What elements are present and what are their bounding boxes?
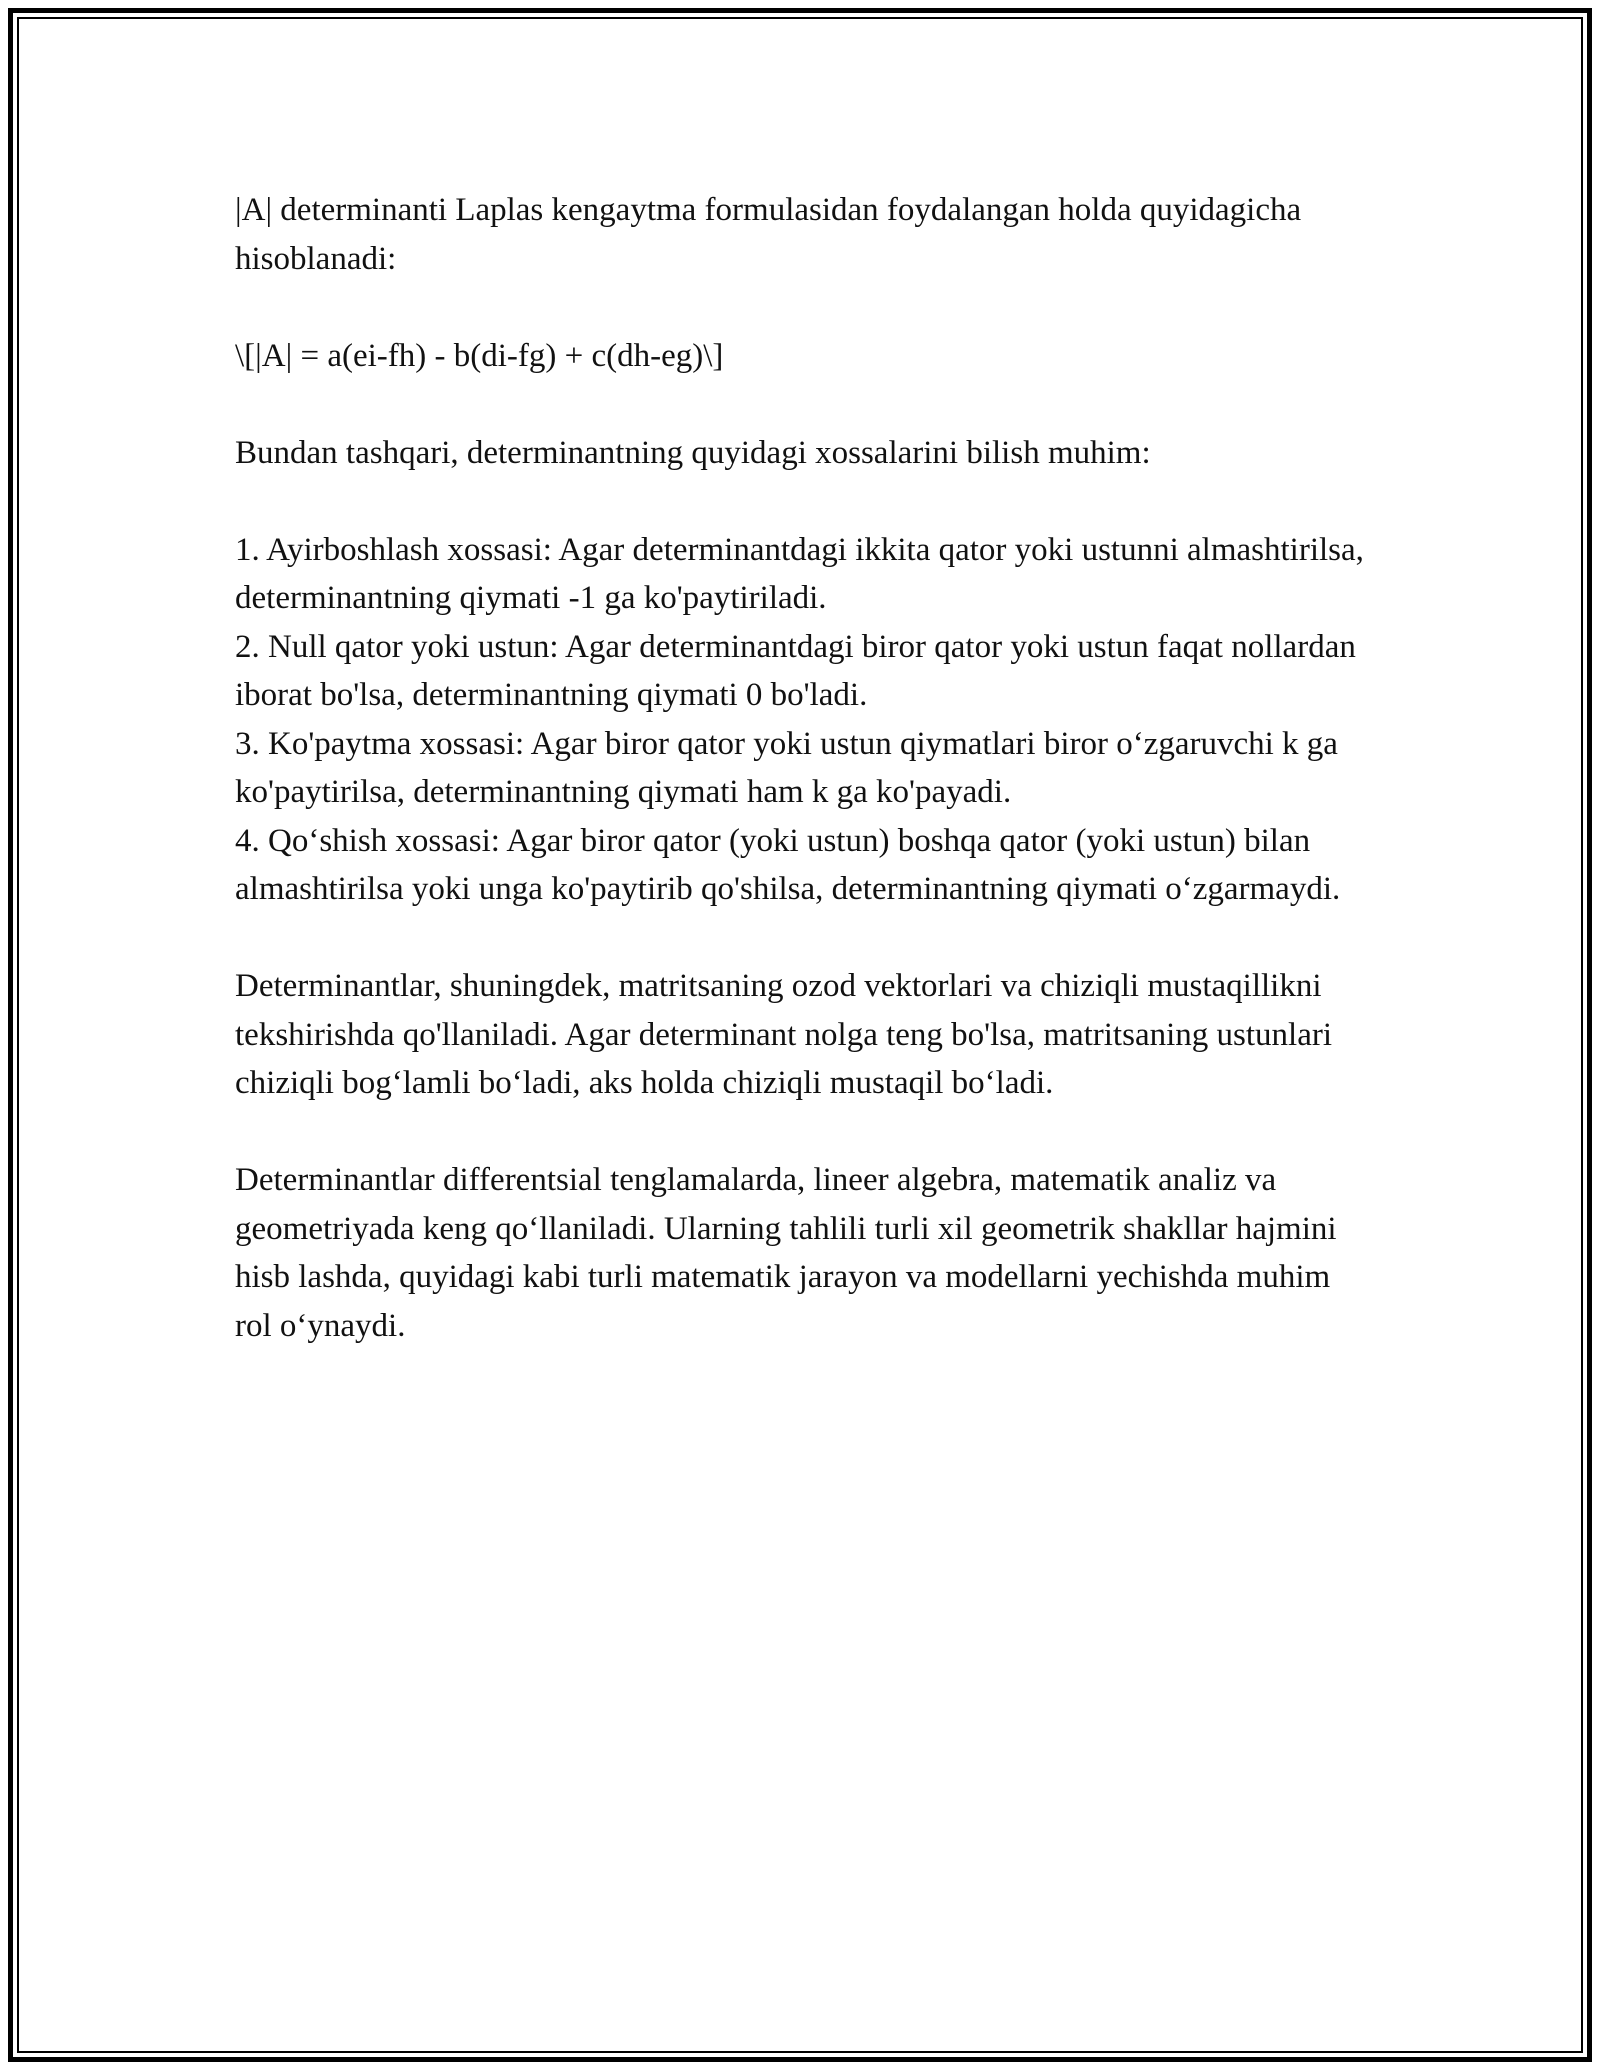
properties-list: [235, 526, 1375, 914]
properties-intro: Bundan tashqari, determinantning quyidagi xossalarini bilish muhim:: [235, 434, 1151, 471]
property-item: 4. Qo‘shish xossasi: Agar biror qator (yoki ustun) boshqa qator (yoki ustun) bilan almashtirilsa yoki unga ko'paytirib qo'shilsa, determinantning qiymati o‘zgarmaydi.: [235, 822, 1341, 907]
document-body: [235, 186, 1375, 1399]
applications-paragraph: Determinantlar differentsial tenglamalarda, lineer algebra, matematik analiz va geometriyada keng qo‘llaniladi. Ularning tahlili turli xil geometrik shakllar hajmini hisb lashda, quyidagi kabi turli matematik jarayon va modellarni yechishda muhim rol o‘ynaydi.: [235, 1162, 1337, 1344]
independence-paragraph: Determinantlar, shuningdek, matritsaning ozod vektorlari va chiziqli mustaqillikni tekshirishda qo'llaniladi. Agar determinant nolga teng bo'lsa, matritsaning ustunlari chiziqli bog‘lamli bo‘ladi, aks holda chiziqli mustaqil bo‘ladi.: [235, 968, 1332, 1101]
property-item: 1. Ayirboshlash xossasi: Agar determinantdagi ikkita qator yoki ustunni almashtirilsa, determinantning qiymati -1 ga ko'paytiriladi.: [235, 531, 1364, 616]
determinant-formula: \[|A| = a(ei-fh) - b(di-fg) + c(dh-eg)\]: [235, 337, 724, 374]
intro-paragraph: |A| determinanti Laplas kengaytma formulasidan foydalangan holda quyidagicha hisoblanadi:: [235, 192, 1302, 277]
property-item: 2. Null qator yoki ustun: Agar determinantdagi biror qator yoki ustun faqat nollardan iborat bo'lsa, determinantning qiymati 0 bo'ladi.: [235, 628, 1356, 713]
property-item: 3. Ko'paytma xossasi: Agar biror qator yoki ustun qiymatlari biror o‘zgaruvchi k ga ko'paytirilsa, determinantning qiymati ham k ga ko'payadi.: [235, 725, 1338, 810]
